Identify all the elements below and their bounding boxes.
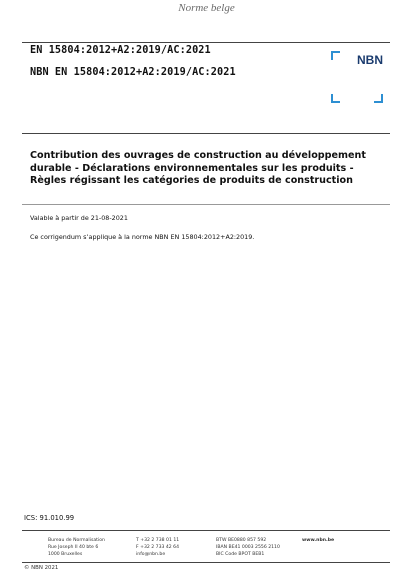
logo-bracket-bottom-left: [331, 94, 340, 103]
footer-address: [48, 537, 105, 558]
logo-text: NBN: [357, 53, 383, 67]
ics-code: ICS: 91.010.99: [24, 514, 75, 522]
nbn-logo: [331, 51, 383, 103]
footer-rule: [22, 530, 390, 531]
validity-date: Valable à partir de 21-08-2021: [30, 214, 128, 222]
footer-website-link: www.nbn.be: [302, 538, 335, 543]
footer-line: 1000 Bruxelles: [48, 552, 83, 557]
footer-line: Bureau de Normalisation: [48, 538, 105, 543]
bottom-rule: [22, 562, 390, 563]
applies-to-note: Ce corrigendum s’applique à la norme NBN EN 15804:2012+A2:2019.: [30, 233, 255, 241]
title-line: Règles régissant les catégories de produits de construction: [30, 175, 353, 186]
footer-contact: [136, 537, 179, 558]
footer-email: info@nbn.be: [136, 552, 166, 557]
nbn-standard-code: NBN EN 15804:2012+A2:2019/AC:2021: [30, 67, 236, 78]
logo-bracket-bottom-right: [374, 94, 383, 103]
section-rule: [22, 204, 390, 205]
footer-phone: T +32 2 738 01 11: [136, 538, 180, 543]
footer-fax: F +32 2 733 42 64: [136, 545, 180, 550]
norm-type-label: Norme belge: [178, 2, 235, 14]
en-standard-code: EN 15804:2012+A2:2019/AC:2021: [30, 45, 211, 56]
title-line: durable - Déclarations environnementales sur les produits -: [30, 162, 354, 174]
footer-website: [302, 537, 334, 544]
footer-line: Rue Joseph II 40 bte 6: [48, 545, 99, 550]
header-rule: [22, 42, 390, 43]
title-line: Contribution des ouvrages de construction au développement: [30, 150, 366, 161]
copyright-notice: © NBN 2021: [24, 565, 59, 571]
footer-bank: [216, 537, 280, 558]
title-rule: [22, 133, 390, 134]
footer-bic: BIC Code BPOT BEB1: [216, 552, 265, 557]
footer-iban: IBAN BE41 0003 2556 2110: [216, 545, 280, 550]
footer-vat: BTW BE0880 857 592: [216, 538, 267, 543]
document-title: [30, 150, 380, 188]
